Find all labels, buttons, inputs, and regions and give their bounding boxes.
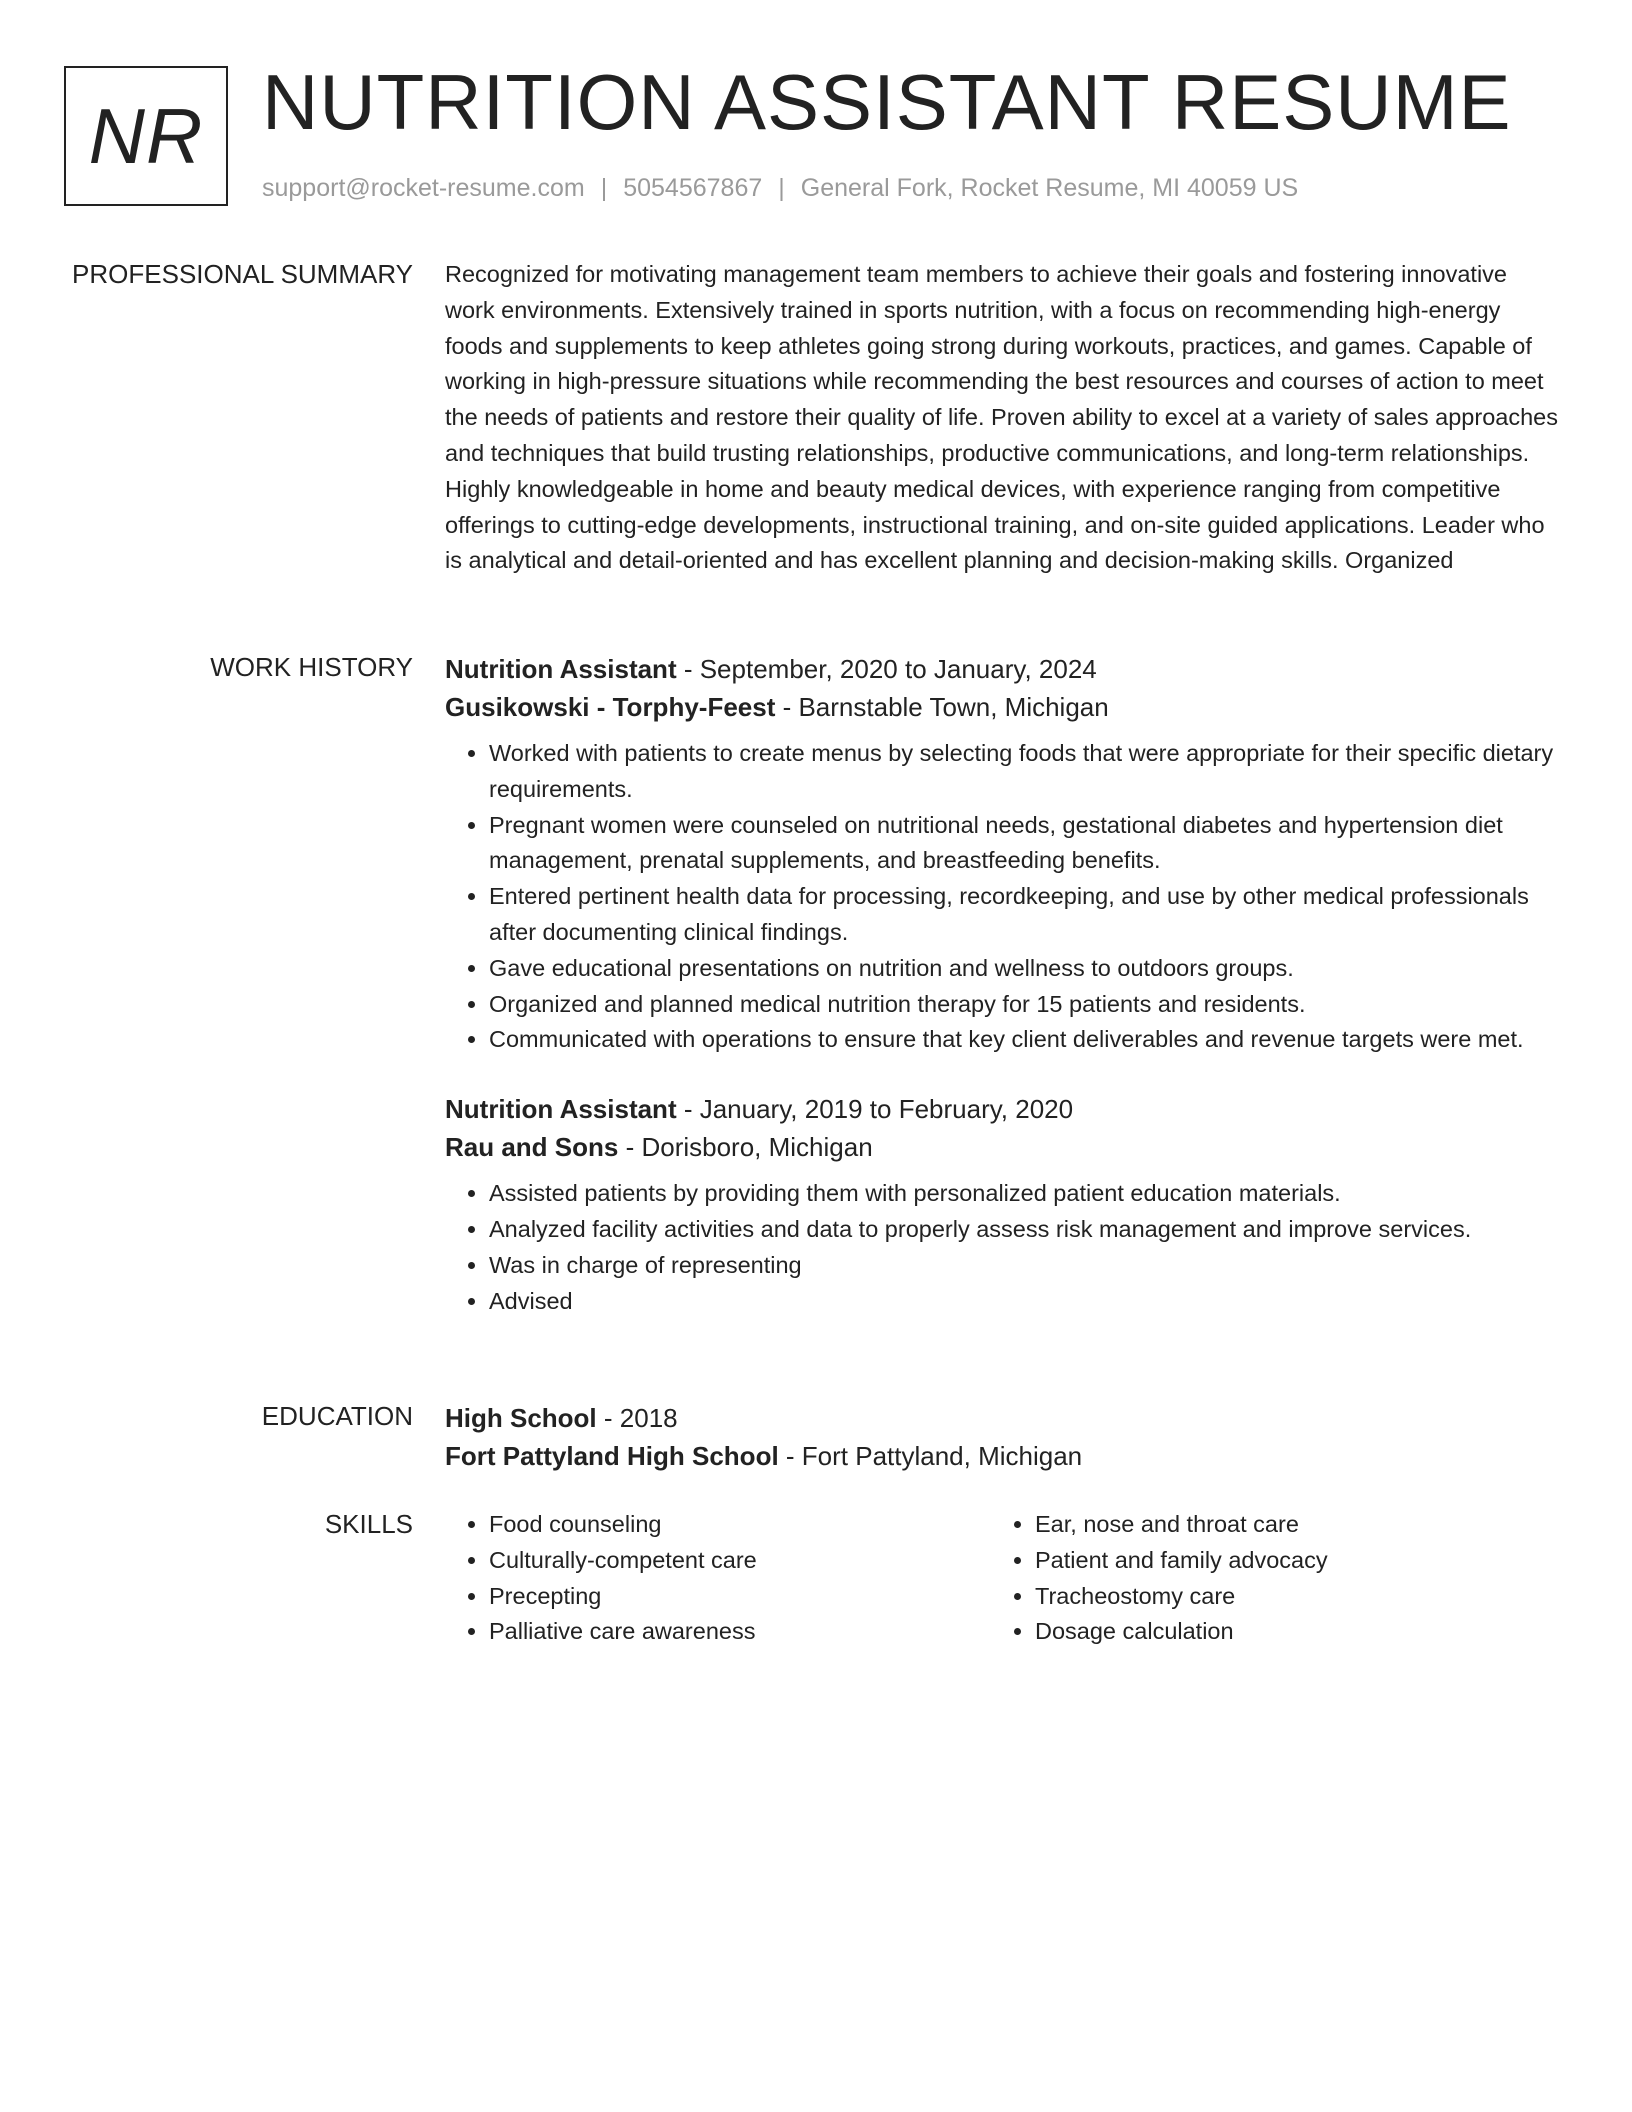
section-label-education: EDUCATION <box>261 1401 413 1431</box>
skills-list-right <box>991 1507 1537 1650</box>
job-bullet: • Assisted patients by providing them with personalized patient education materials. <box>489 1176 1560 1212</box>
contact-phone[interactable]: 5054567867 <box>623 174 763 202</box>
job-bullet: • Pregnant women were counseled on nutritional needs, gestational diabetes and hypertension diet management, prenatal supplements, and breastfeeding benefits. <box>489 808 1560 880</box>
summary-body <box>445 257 1560 579</box>
skills-columns <box>445 1507 1560 1650</box>
skills-body <box>445 1507 1560 1650</box>
skill-item: • Patient and family advocacy <box>1035 1543 1537 1579</box>
job-dates: - January, 2019 to February, 2020 <box>676 1094 1074 1125</box>
education-body <box>445 1399 1560 1475</box>
skills-list-left <box>445 1507 991 1650</box>
resume-title: NUTRITION ASSISTANT RESUME <box>262 58 1512 146</box>
job-bullet: • Organized and planned medical nutrition therapy for 15 patients and residents. <box>489 987 1560 1023</box>
work-history-body <box>445 650 1560 1319</box>
contact-line <box>262 174 1298 203</box>
job-bullets <box>445 1176 1560 1319</box>
job-dates: - September, 2020 to January, 2024 <box>676 654 1097 684</box>
skill-item: • Culturally-competent care <box>489 1543 991 1579</box>
section-label-skills: SKILLS <box>324 1509 413 1539</box>
education-school-line <box>445 1437 1560 1475</box>
job-location: - Barnstable Town, Michigan <box>775 692 1109 722</box>
job-company-line <box>445 688 1560 726</box>
section-label-summary: PROFESSIONAL SUMMARY <box>72 259 413 289</box>
job-entry <box>445 650 1560 1058</box>
job-title-line <box>445 1090 1560 1128</box>
skill-item: • Food counseling <box>489 1507 991 1543</box>
job-bullet: • Gave educational presentations on nutrition and wellness to outdoors groups. <box>489 951 1560 987</box>
job-title-line <box>445 650 1560 688</box>
job-bullets <box>445 736 1560 1058</box>
job-bullet: • Advised <box>489 1284 1560 1320</box>
job-location: - Dorisboro, Michigan <box>618 1132 873 1163</box>
monogram-logo: NR <box>64 66 228 206</box>
contact-separator: | <box>600 174 608 202</box>
skill-item: • Ear, nose and throat care <box>1035 1507 1537 1543</box>
skill-item: • Precepting <box>489 1579 991 1615</box>
education-year: - 2018 <box>596 1403 678 1433</box>
job-company-line <box>445 1128 1560 1166</box>
skill-item: • Tracheostomy care <box>1035 1579 1537 1615</box>
contact-address: General Fork, Rocket Resume, MI 40059 US <box>800 174 1299 202</box>
summary-text: Recognized for motivating management team members to achieve their goals and fostering innovative work environments. Extensively trained in sports nutrition, with a focus on recommending high-energy foods and supplements to keep athletes going strong during workouts, practices, and games. Capable of working in high-pressure situations while recommending the best resources and courses of action to meet the needs of patients and restore their quality of life. Proven ability to excel at a variety of sales approaches and techniques that build trusting relationships, productive communications, and long-term relationships. Highly knowledgeable in home and beauty medical devices, with experience ranging from competitive offerings to cutting-edge developments, instructional training, and on-site guided applications. Leader who is analytical and detail-oriented and has excellent planning and decision-making skills. Organized <box>445 261 1558 574</box>
education-location: - Fort Pattyland, Michigan <box>778 1441 1083 1471</box>
job-bullet: • Was in charge of representing <box>489 1248 1560 1284</box>
job-bullet: • Analyzed facility activities and data to properly assess risk management and improve services. <box>489 1212 1560 1248</box>
job-entry <box>445 1090 1560 1319</box>
contact-separator: | <box>778 174 785 202</box>
section-label-work-history: WORK HISTORY <box>210 652 413 682</box>
job-bullet: • Communicated with operations to ensure that key client deliverables and revenue targets were met. <box>489 1022 1560 1058</box>
job-bullet: • Worked with patients to create menus by selecting foods that were appropriate for their specific dietary requirements. <box>489 736 1560 808</box>
education-school: Fort Pattyland High School <box>445 1441 779 1471</box>
job-bullet: • Entered pertinent health data for processing, recordkeeping, and use by other medical professionals after documenting clinical findings. <box>489 879 1560 951</box>
job-company: Rau and Sons <box>445 1132 619 1163</box>
education-degree: High School <box>445 1403 597 1433</box>
contact-email[interactable]: support@rocket-resume.com <box>262 174 585 202</box>
job-company: Gusikowski - Torphy-Feest <box>445 692 776 722</box>
job-title: Nutrition Assistant <box>445 654 677 684</box>
skill-item: • Palliative care awareness <box>489 1614 991 1650</box>
education-degree-line <box>445 1399 1560 1437</box>
job-title: Nutrition Assistant <box>445 1094 677 1125</box>
skill-item: • Dosage calculation <box>1035 1614 1537 1650</box>
